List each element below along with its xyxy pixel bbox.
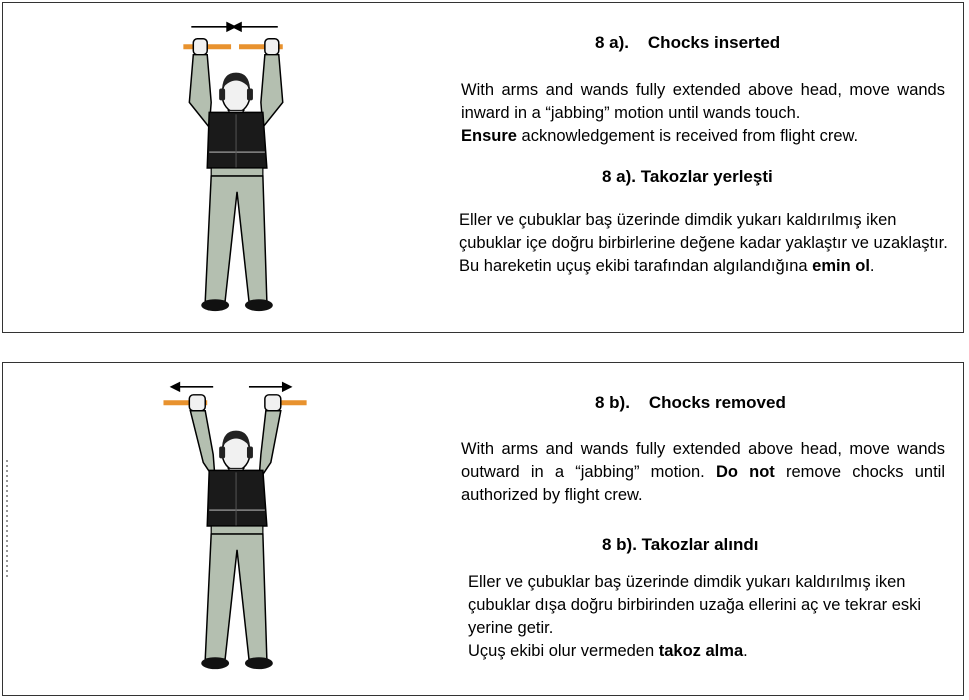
en-title: 8 a). Chocks inserted (595, 33, 781, 52)
arrow-right-icon (249, 383, 291, 391)
marshaller-illustration (143, 3, 343, 332)
tr-description: Eller ve çubuklar baş üzerinde dimdik yukarı kaldırılmış iken çubuklar içe doğru birbirlerine değene kadar yaklaştır ve uzaklaştır. Bu hareketin uçuş ekibi tarafından algılandığına emin ol. (459, 211, 948, 275)
en-description: With arms and wands fully extended above head, move wands inward in a “jabbing” motion until wands touch. Ensure acknowledgement is received from flight crew. (461, 81, 945, 145)
arrow-left-icon (171, 383, 213, 391)
en-title: 8 b). Chocks removed (595, 393, 786, 412)
signal-panel-chocks-removed (2, 362, 964, 696)
marshaller-illustration (143, 363, 343, 695)
safety-vest (207, 470, 267, 526)
arrow-left-icon (233, 23, 278, 31)
tr-description: Eller ve çubuklar baş üzerinde dimdik yukarı kaldırılmış iken çubuklar dışa doğru birbirinden uzağa ellerini aç ve tekrar eski yerine getir. Uçuş ekibi olur vermeden takoz alma. (468, 573, 922, 660)
tr-title: 8 a). Takozlar yerleşti (602, 167, 773, 186)
scan-margin-dots (6, 460, 8, 580)
tr-title: 8 b). Takozlar alındı (602, 535, 759, 554)
signal-panel-chocks-inserted (2, 2, 964, 333)
arrow-right-icon (191, 23, 235, 31)
marshaller-figure-outward (143, 363, 343, 695)
en-description: With arms and wands fully extended above head, move wands outward in a “jabbing” motion. Do not remove chocks until authorized by flight crew. (461, 440, 946, 504)
safety-vest (207, 112, 267, 168)
marshaller-figure-inward (143, 3, 343, 332)
